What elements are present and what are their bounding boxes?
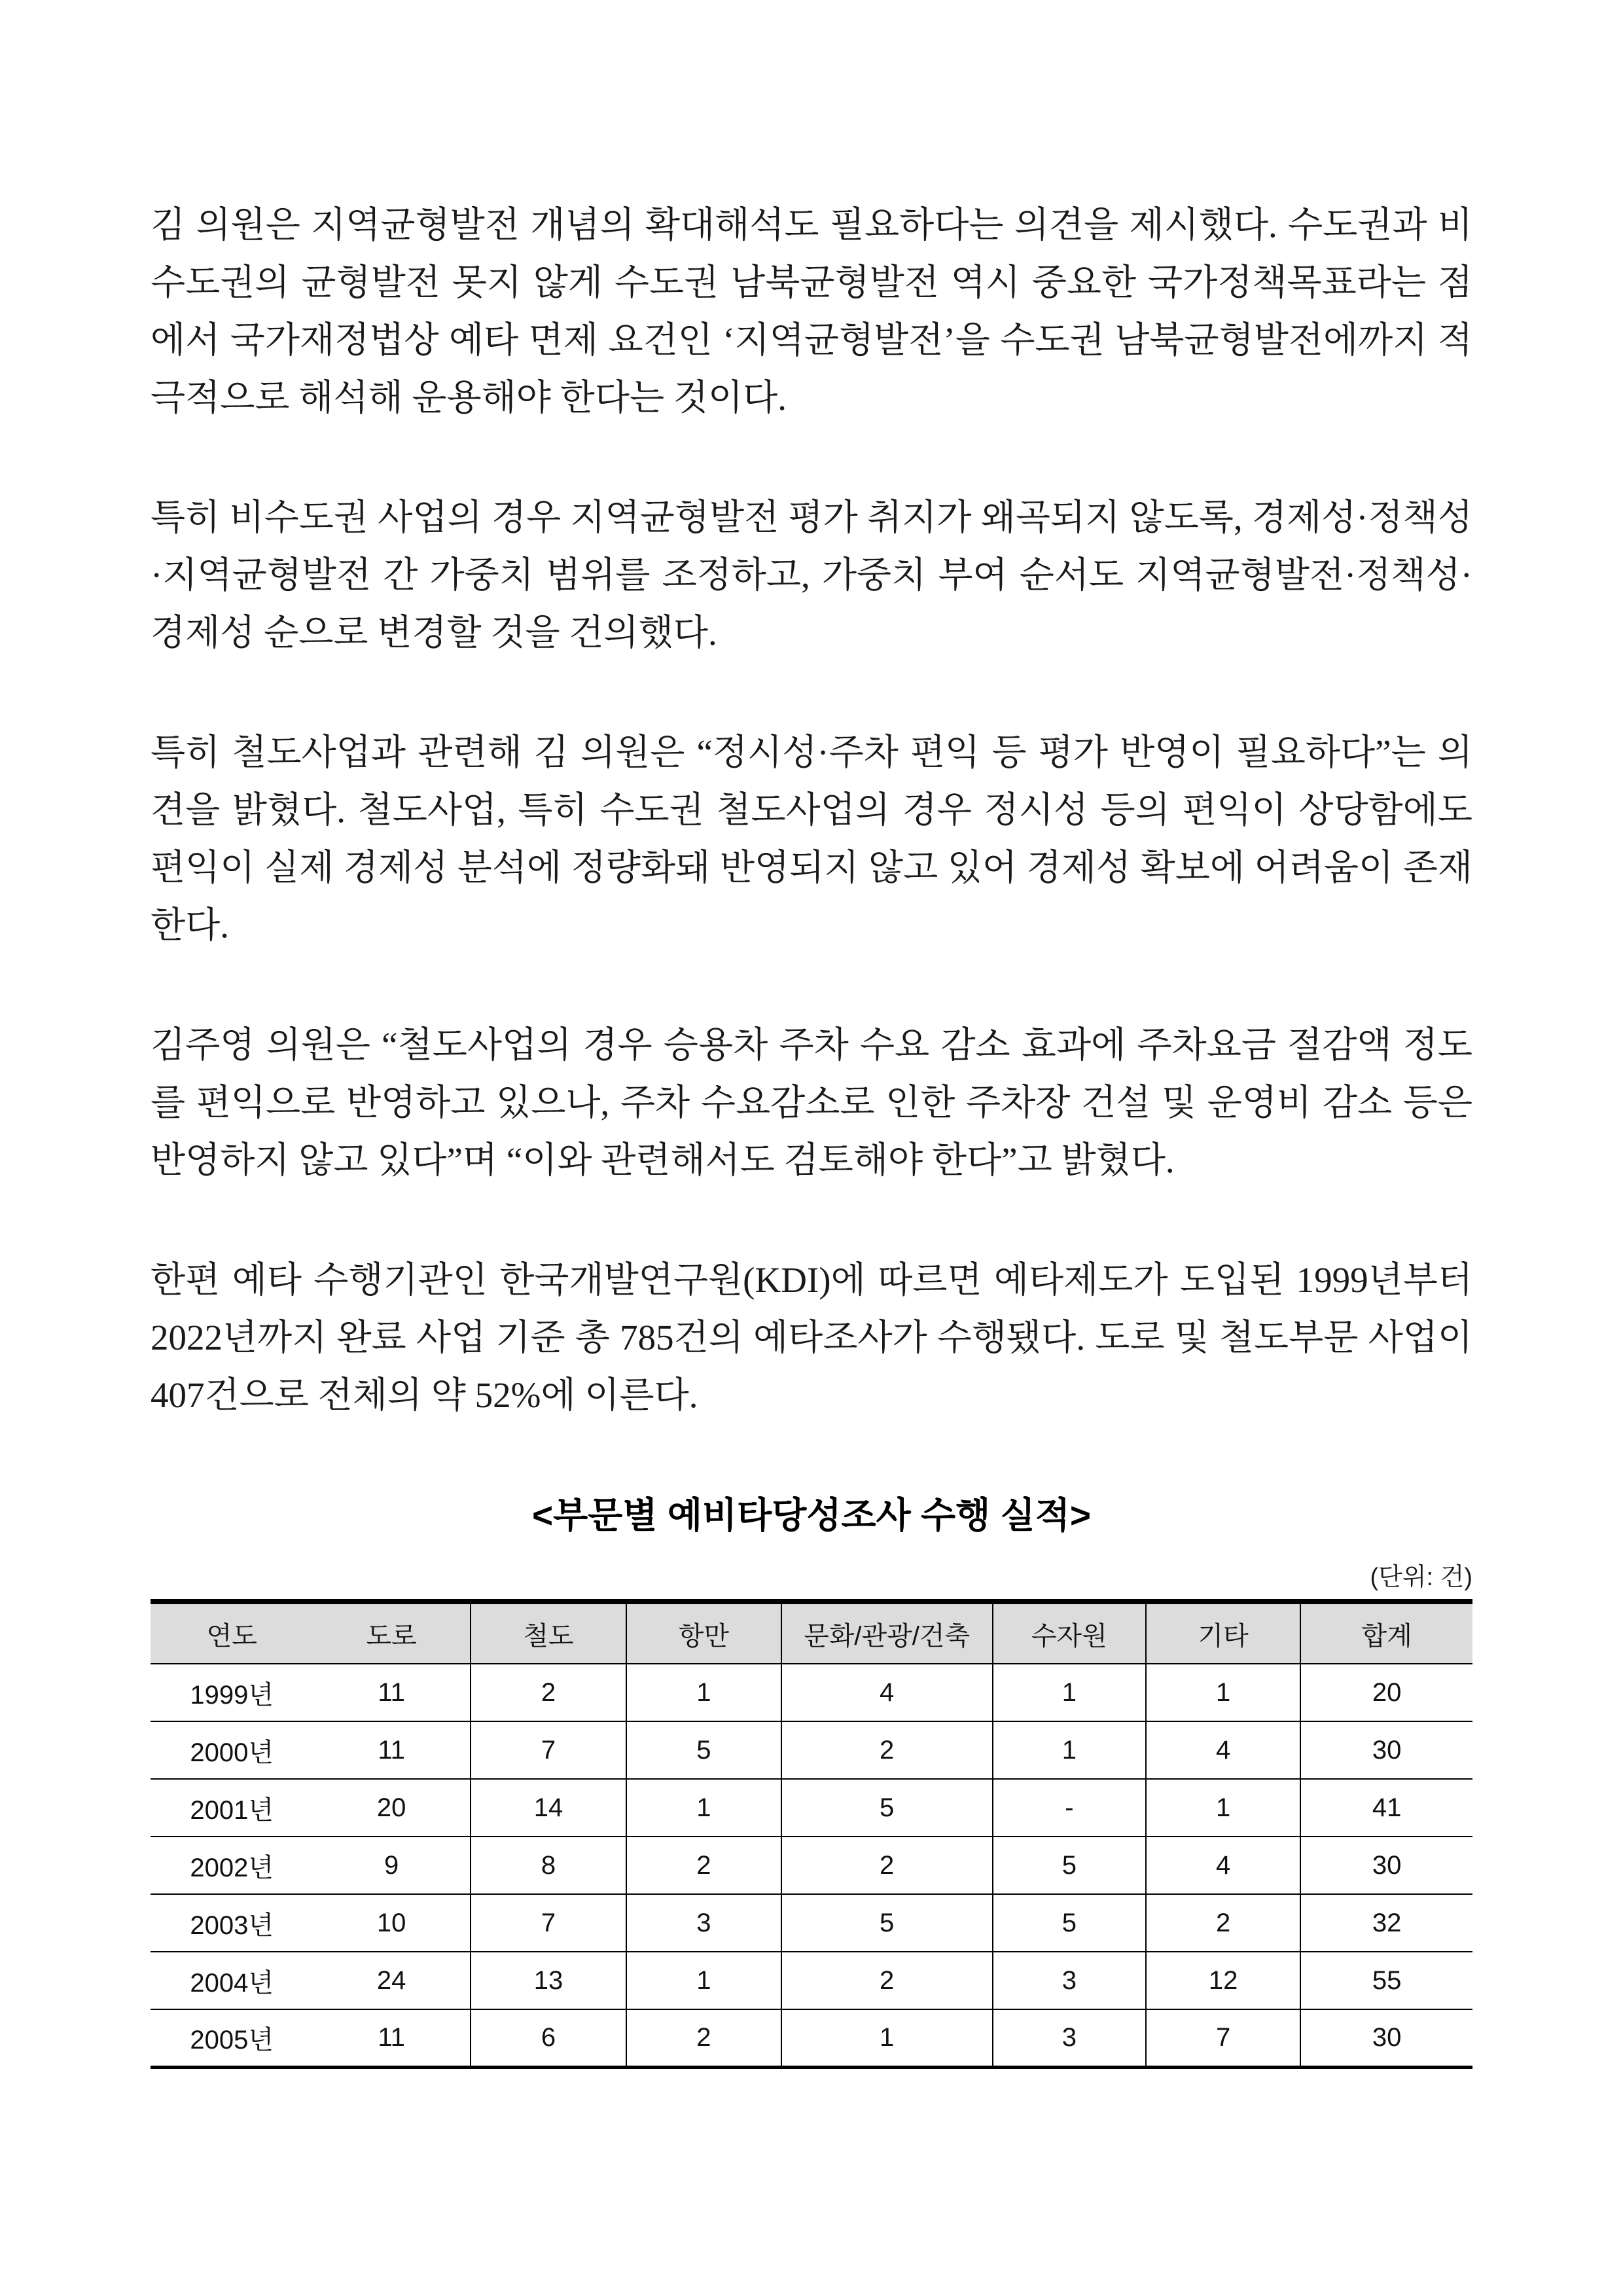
table-cell: 1999년: [190, 1680, 274, 1710]
table-cell: 1: [993, 1664, 1146, 1721]
table-cell: 32: [1300, 1894, 1472, 1952]
table-cell: 1: [626, 1664, 781, 1721]
table-cell: 2000년: [151, 1721, 313, 1779]
table-header-row: [151, 1602, 1472, 1664]
table-cell: 1: [781, 2009, 993, 2067]
table-cell: 6: [471, 2009, 626, 2067]
table-cell: 1: [1146, 1664, 1300, 1721]
table-row: [151, 1894, 1472, 1952]
table-cell: 2: [1146, 1894, 1300, 1952]
table-cell: 2: [626, 2009, 781, 2067]
table-cell: 2: [781, 1721, 993, 1779]
table-cell: 3: [993, 1952, 1146, 2009]
table-cell: 30: [1300, 2009, 1472, 2067]
body-paragraph: 특히 철도사업과 관련해 김 의원은 “정시성·주차 편익 등 평가 반영이 필요하다”는 의견을 밝혔다. 철도사업, 특히 수도권 철도사업의 경우 정시성 등의 편익이 상당함에도 편익이 실제 경제성 분석에 정량화돼 반영되지 않고 있어 경제성 확보에 어려움이 존재한다.: [151, 732, 1472, 945]
table-cell: 20: [313, 1779, 470, 1837]
table-cell: 2004년: [151, 1952, 313, 2009]
table-title: <부문별 예비타당성조사 수행 실적>: [532, 1495, 1091, 1535]
table-cell: 8: [471, 1837, 626, 1894]
table-row: [151, 1779, 1472, 1837]
table-row: [151, 2009, 1472, 2067]
column-header-rail: 철도: [471, 1602, 626, 1664]
table-cell: 30: [1300, 1837, 1472, 1894]
table-cell: 2002년: [151, 1837, 313, 1894]
table-cell: 4: [781, 1664, 993, 1721]
table-row: [151, 1721, 1472, 1779]
table-cell: 1: [626, 1952, 781, 2009]
column-header-culture: 문화/관광/건축: [781, 1602, 993, 1664]
column-header-total: 합계: [1300, 1602, 1472, 1664]
table-body: [151, 1664, 1472, 2067]
column-header-year: 연도: [151, 1602, 313, 1664]
table-cell: 5: [626, 1721, 781, 1779]
table-cell: 5: [781, 1894, 993, 1952]
table-cell: 20: [1300, 1664, 1472, 1721]
table-cell: 30: [1300, 1721, 1472, 1779]
table-cell: 7: [471, 1894, 626, 1952]
table-cell: 12: [1146, 1952, 1300, 2009]
article-body: [151, 196, 1472, 1424]
table-cell: 14: [471, 1779, 626, 1837]
body-paragraph: 한편 예타 수행기관인 한국개발연구원(KDI)에 따르면 예타제도가 도입된 1999년부터 2022년까지 완료 사업 기준 총 785건의 예타조사가 수행됐다. 도로 및 철도부문 사업이 407건으로 전체의 약 52%에 이른다.: [151, 1260, 1472, 1415]
table-cell: 2: [781, 1952, 993, 2009]
column-header-etc: 기타: [1146, 1602, 1300, 1664]
table-cell: 1: [1146, 1779, 1300, 1837]
table-row: [151, 1837, 1472, 1894]
table-header: [151, 1602, 1472, 1664]
body-paragraph: 김주영 의원은 “철도사업의 경우 승용차 주차 수요 감소 효과에 주차요금 절감액 정도를 편익으로 반영하고 있으나, 주차 수요감소로 인한 주차장 건설 및 운영비 감소 등은 반영하지 않고 있다”며 “이와 관련해서도 검토해야 한다”고 밝혔다.: [151, 1025, 1472, 1180]
feasibility-study-table: [151, 1599, 1472, 2069]
table-cell: 10: [313, 1894, 470, 1952]
body-paragraph: 특히 비수도권 사업의 경우 지역균형발전 평가 취지가 왜곡되지 않도록, 경제성·정책성·지역균형발전 간 가중치 범위를 조정하고, 가중치 부여 순서도 지역균형발전·정책성·경제성 순으로 변경할 것을 건의했다.: [151, 497, 1472, 653]
column-header-road: 도로: [313, 1602, 470, 1664]
table-cell: 9: [313, 1837, 470, 1894]
table-cell: -: [993, 1779, 1146, 1837]
table-cell: 4: [1146, 1837, 1300, 1894]
table-cell: 5: [781, 1779, 993, 1837]
table-cell: 2003년: [151, 1894, 313, 1952]
table-cell: 13: [471, 1952, 626, 2009]
table-unit-note: (단위: 건): [1370, 1564, 1472, 1591]
column-header-water: 수자원: [993, 1602, 1146, 1664]
table-cell: 7: [1146, 2009, 1300, 2067]
table-cell: 4: [1146, 1721, 1300, 1779]
table-cell: 2005년: [151, 2009, 313, 2067]
table-row: [151, 1664, 1472, 1721]
table-cell: 3: [993, 2009, 1146, 2067]
table-cell: 2: [471, 1664, 626, 1721]
body-paragraph: 김 의원은 지역균형발전 개념의 확대해석도 필요하다는 의견을 제시했다. 수도권과 비수도권의 균형발전 못지 않게 수도권 남북균형발전 역시 중요한 국가정책목표라는 점에서 국가재정법상 예타 면제 요건인 ‘지역균형발전’을 수도권 남북균형발전에까지 적극적으로 해석해 운용해야 한다는 것이다.: [151, 205, 1472, 418]
table-cell: 3: [626, 1894, 781, 1952]
table-cell: 5: [993, 1837, 1146, 1894]
table-cell: 2: [781, 1837, 993, 1894]
table-cell: 2001년: [151, 1779, 313, 1837]
table-cell: 11: [313, 2009, 470, 2067]
table-cell: 1: [993, 1721, 1146, 1779]
table-cell: 1: [626, 1779, 781, 1837]
table-cell: 41: [1300, 1779, 1472, 1837]
table-cell: 24: [313, 1952, 470, 2009]
table-cell: 55: [1300, 1952, 1472, 2009]
column-header-port: 항만: [626, 1602, 781, 1664]
table-cell: 11: [313, 1721, 470, 1779]
table-row: [151, 1952, 1472, 2009]
table-cell: 2: [626, 1837, 781, 1894]
table-cell: 7: [471, 1721, 626, 1779]
table-cell: 11: [378, 1677, 405, 1707]
table-cell: 5: [993, 1894, 1146, 1952]
